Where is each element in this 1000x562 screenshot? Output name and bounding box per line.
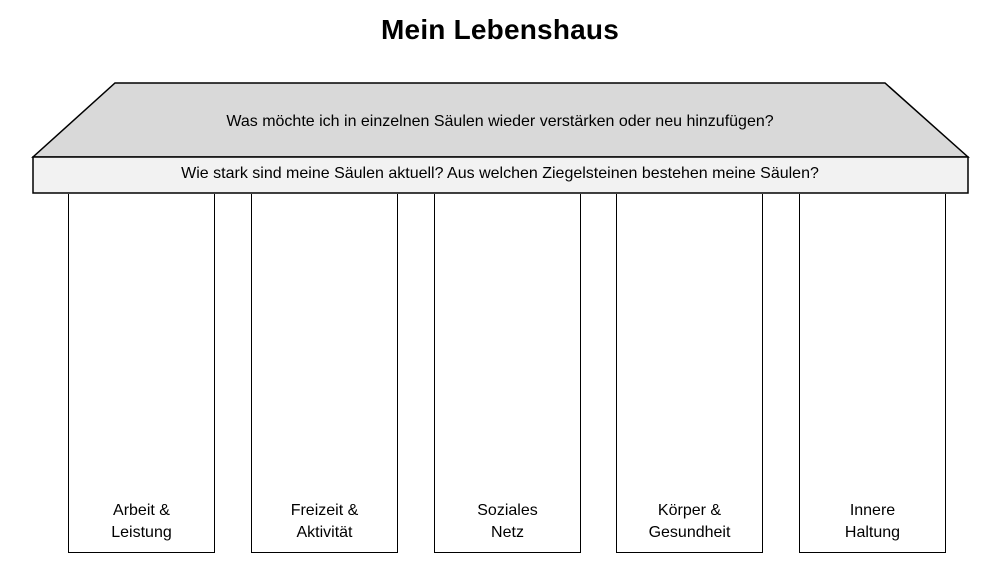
beam-question-text: Wie stark sind meine Säulen aktuell? Aus welchen Ziegelsteinen bestehen meine Säulen?	[181, 165, 819, 182]
pillar-label	[252, 500, 397, 544]
pillar-label	[617, 500, 762, 544]
pillar-label-line2: Gesundheit	[648, 524, 731, 541]
pillar-label-line2: Leistung	[111, 524, 172, 541]
pillar-arbeit-leistung	[68, 194, 215, 553]
pillar-label-line2: Haltung	[844, 524, 901, 541]
pillar-label-line2: Netz	[491, 524, 524, 541]
pillar-innere-haltung	[799, 194, 946, 553]
pillar-label-line2: Aktivität	[296, 524, 353, 541]
pillar-label-line1: Arbeit &	[113, 502, 170, 519]
pillar-label-line1: Körper &	[657, 502, 722, 519]
diagram-title: Mein Lebenshaus	[381, 14, 619, 45]
pillar-label	[800, 500, 945, 544]
pillar-soziales-netz	[434, 194, 581, 553]
pillar-label	[69, 500, 214, 544]
roof-question-text: Was möchte ich in einzelnen Säulen wieder verstärken oder neu hinzufügen?	[226, 113, 774, 130]
pillar-label-line1: Soziales	[477, 502, 538, 519]
pillar-freizeit-aktivitaet	[251, 194, 398, 553]
pillar-koerper-gesundheit	[616, 194, 763, 553]
pillar-label-line1: Innere	[849, 502, 896, 519]
pillar-label	[435, 500, 580, 544]
pillar-label-line1: Freizeit &	[290, 502, 359, 519]
